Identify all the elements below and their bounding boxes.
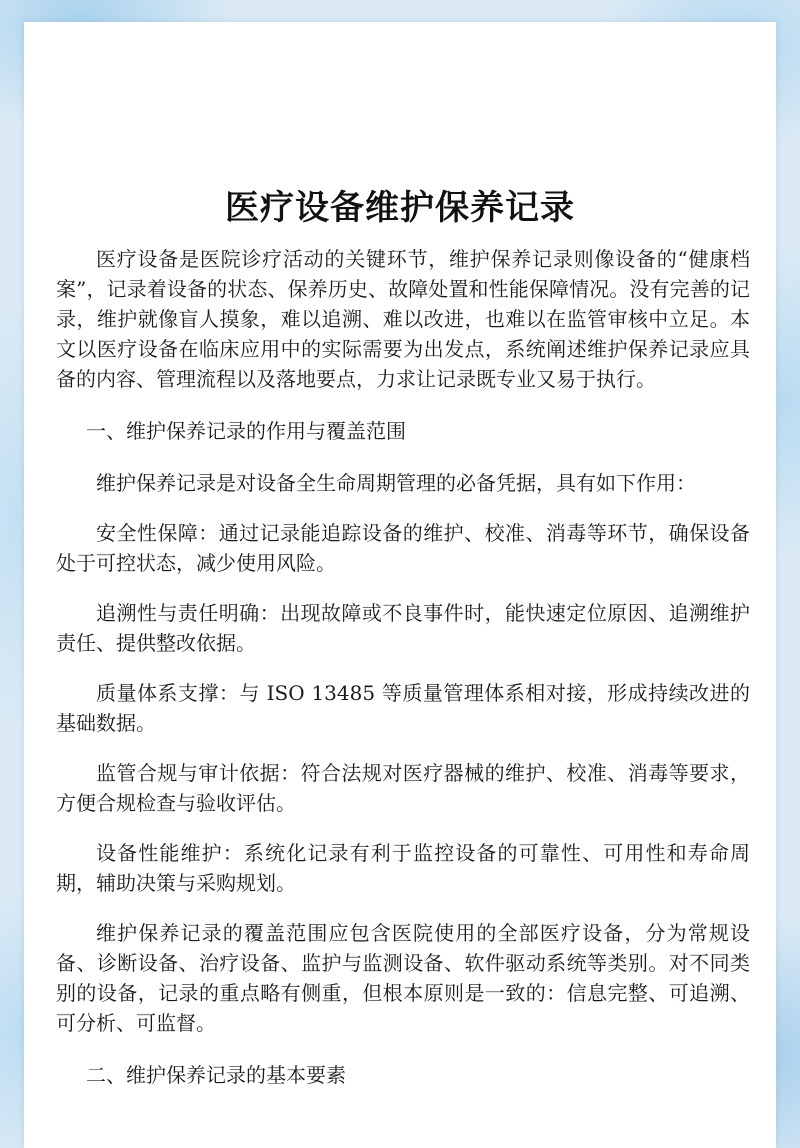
document-body bbox=[56, 244, 750, 1090]
list-item-performance: 设备性能维护：系统化记录有利于监控设备的可靠性、可用性和寿命周期，辅助决策与采购规划。 bbox=[56, 841, 750, 895]
list-item-compliance: 监管合规与审计依据：符合法规对医疗器械的维护、校准、消毒等要求，方便合规检查与验收评估。 bbox=[56, 761, 750, 815]
section-1-intro: 维护保养记录是对设备全生命周期管理的必备凭据，具有如下作用： bbox=[96, 471, 696, 495]
list-item-traceability: 追溯性与责任明确：出现故障或不良事件时，能快速定位原因、追溯维护责任、提供整改依据。 bbox=[56, 601, 750, 655]
section-1-heading: 一、维护保养记录的作用与覆盖范围 bbox=[86, 419, 406, 443]
section-2-heading: 二、维护保养记录的基本要素 bbox=[86, 1063, 346, 1087]
list-item-quality-system: 质量体系支撑：与 ISO 13485 等质量管理体系相对接，形成持续改进的基础数据。 bbox=[56, 681, 750, 735]
document-title: 医疗设备维护保养记录 bbox=[225, 188, 575, 228]
intro-paragraph: 医疗设备是医院诊疗活动的关键环节，维护保养记录则像设备的“健康档案”，记录着设备的状态、保养历史、故障处置和性能保障情况。没有完善的记录，维护就像盲人摸象，难以追溯、难以改进，也难以在监管审核中立足。本文以医疗设备在临床应用中的实际需要为出发点，系统阐述维护保养记录应具备的内容、管理流程以及落地要点，力求让记录既专业又易于执行。 bbox=[56, 247, 750, 391]
list-item-safety: 安全性保障：通过记录能追踪设备的维护、校准、消毒等环节，确保设备处于可控状态，减少使用风险。 bbox=[56, 521, 750, 575]
coverage-paragraph: 维护保养记录的覆盖范围应包含医院使用的全部医疗设备，分为常规设备、诊断设备、治疗设备、监护与监测设备、软件驱动系统等类别。对不同类别的设备，记录的重点略有侧重，但根本原则是一致的：信息完整、可追溯、可分析、可监督。 bbox=[56, 921, 750, 1035]
